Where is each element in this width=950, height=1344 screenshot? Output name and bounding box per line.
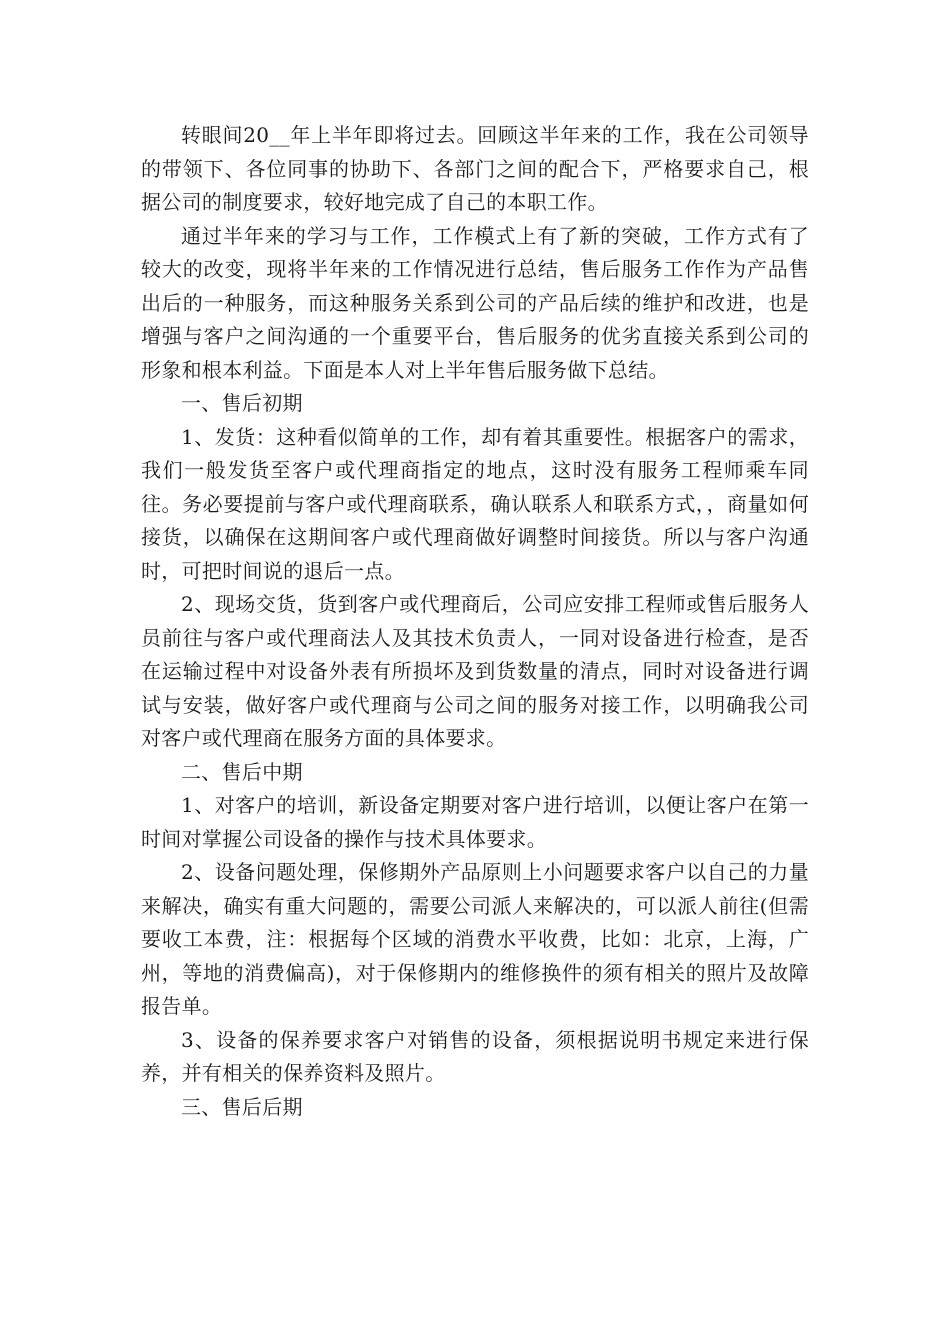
paragraph-training: 1、对客户的培训，新设备定期要对客户进行培训，以便让客户在第一时间对掌握公司设备的操作与技术具体要求。: [141, 793, 809, 851]
paragraph-maintenance: 3、设备的保养要求客户对销售的设备，须根据说明书规定来进行保养，并有相关的保养资料及照片。: [141, 1027, 809, 1085]
section-heading-middle: 二、售后中期: [181, 759, 303, 784]
section-heading-late: 三、售后后期: [181, 1094, 303, 1119]
paragraph-problem-handling: 2、设备问题处理，保修期外产品原则上小问题要求客户以自己的力量来解决，确实有重大问题的，需要公司派人来解决的，可以派人前往(但需要收工本费，注：根据每个区域的消费水平收费，比如：北京，上海，广州，等地的消费偏高)，对于保修期内的维修换件的须有相关的照片及故障报告单。: [141, 860, 809, 1018]
paragraph-overview: 通过半年来的学习与工作，工作模式上有了新的突破，工作方式有了较大的改变，现将半年来的工作情况进行总结，售后服务工作作为产品售出后的一种服务，而这种服务关系到公司的产品后续的维护和改进，也是增强与客户之间沟通的一个重要平台，售后服务的优劣直接关系到公司的形象和根本利益。下面是本人对上半年售后服务做下总结。: [141, 223, 809, 382]
paragraph-intro: 转眼间20__年上半年即将过去。回顾这半年来的工作，我在公司领导的带领下、各位同事的协助下、各部门之间的配合下，严格要求自己，根据公司的制度要求，较好地完成了自己的本职工作。: [141, 123, 809, 214]
paragraph-onsite-delivery: 2、现场交货，货到客户或代理商后，公司应安排工程师或售后服务人员前往与客户或代理商法人及其技术负责人，一同对设备进行检查，是否在运输过程中对设备外表有所损坏及到货数量的清点，同时对设备进行调试与安装，做好客户或代理商与公司之间的服务对接工作，以明确我公司对客户或代理商在服务方面的具体要求。: [141, 592, 809, 750]
document-body: [141, 119, 809, 1124]
section-heading-early: 一、售后初期: [181, 391, 303, 415]
paragraph-shipping: 1、发货：这种看似简单的工作，却有着其重要性。根据客户的需求，我们一般发货至客户或代理商指定的地点，这时没有服务工程师乘车同往。务必要提前与客户或代理商联系，确认联系人和联系方式，，商量如何接货，以确保在这期间客户或代理商做好调整时间接货。所以与客户沟通时，可把时间说的退后一点。: [141, 424, 809, 583]
